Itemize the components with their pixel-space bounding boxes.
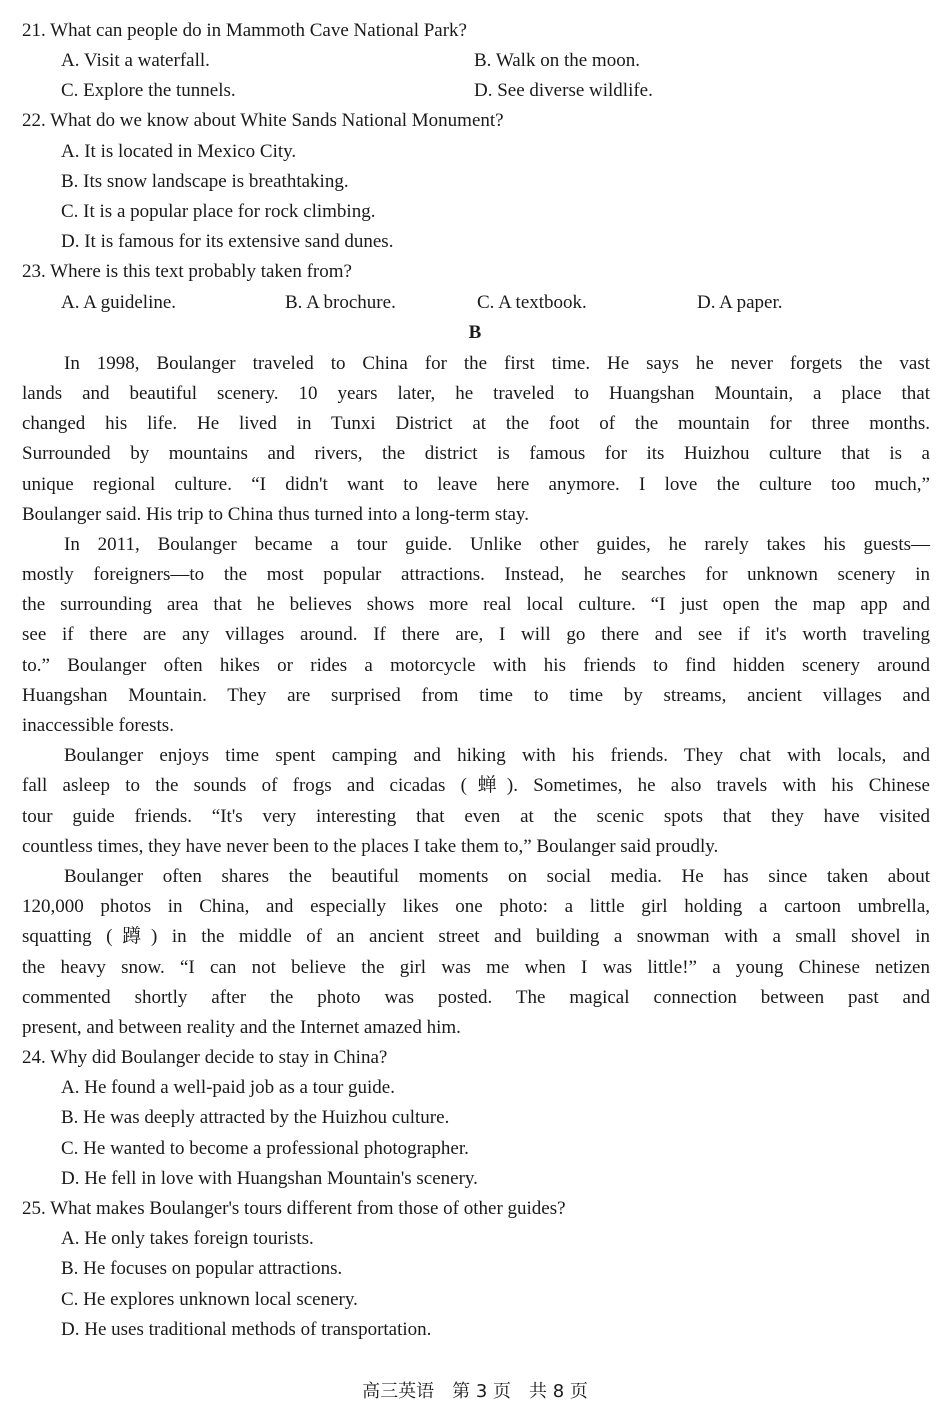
passage-b-p4-line: squatting (蹲) in the middle of an ancient street and building a snowman with a small shovel in [22,926,930,947]
passage-b-p1-line: unique regional culture. “I didn't want to leave here anymore. I love the culture too much,” [22,474,930,495]
question-24-stem: 24. Why did Boulanger decide to stay in China? [22,1047,388,1068]
question-22-option-b: B. Its snow landscape is breathtaking. [61,171,349,192]
passage-b-p3-line: Boulanger enjoys time spent camping and hiking with his friends. They chat with locals, and [64,745,930,766]
passage-b-p2-line: mostly foreigners—to the most popular attractions. Instead, he searches for unknown scenery in [22,564,930,585]
passage-b-p4-line: Boulanger often shares the beautiful moments on social media. He has since taken about [64,866,930,887]
page-footer: 高三英语 第 3 页 共 8 页 [362,1381,588,1402]
question-24-option-a: A. He found a well-paid job as a tour guide. [61,1077,395,1098]
passage-b-p4-line: the heavy snow. “I can not believe the girl was me when I was little!” a young Chinese netizen [22,957,930,978]
question-21-stem: 21. What can people do in Mammoth Cave National Park? [22,20,467,41]
passage-b-p2-line: In 2011, Boulanger became a tour guide. Unlike other guides, he rarely takes his guests— [64,534,930,555]
question-25-option-d: D. He uses traditional methods of transportation. [61,1319,432,1340]
passage-b-p2-line: see if there are any villages around. If there are, I will go there and see if it's worth traveling [22,624,930,645]
question-24-option-b: B. He was deeply attracted by the Huizhou culture. [61,1107,450,1128]
passage-b-p1-line: changed his life. He lived in Tunxi District at the foot of the mountain for three months. [22,413,930,434]
passage-b-p4-line: present, and between reality and the Internet amazed him. [22,1017,461,1038]
question-25-option-c: C. He explores unknown local scenery. [61,1289,358,1310]
question-22-stem: 22. What do we know about White Sands National Monument? [22,110,504,131]
question-25-option-a: A. He only takes foreign tourists. [61,1228,314,1249]
question-21-option-b: B. Walk on the moon. [474,50,640,71]
passage-b-p3-line: fall asleep to the sounds of frogs and cicadas (蝉). Sometimes, he also travels with his Chinese [22,775,930,796]
question-25-stem: 25. What makes Boulanger's tours different from those of other guides? [22,1198,566,1219]
question-23-option-c: C. A textbook. [477,292,587,313]
question-25-option-b: B. He focuses on popular attractions. [61,1258,343,1279]
question-21-option-a: A. Visit a waterfall. [61,50,210,71]
section-b-title: B [468,322,482,343]
passage-b-p1-line: Surrounded by mountains and rivers, the district is famous for its Huizhou culture that is a [22,443,930,464]
passage-b-p1-line: Boulanger said. His trip to China thus turned into a long-term stay. [22,504,529,525]
question-23-option-d: D. A paper. [697,292,783,313]
question-23-option-a: A. A guideline. [61,292,177,313]
passage-b-p1-line: lands and beautiful scenery. 10 years later, he traveled to Huangshan Mountain, a place that [22,383,930,404]
question-21-option-d: D. See diverse wildlife. [474,80,653,101]
question-22-option-d: D. It is famous for its extensive sand dunes. [61,231,394,252]
question-24-option-d: D. He fell in love with Huangshan Mountain's scenery. [61,1168,478,1189]
passage-b-p3-line: tour guide friends. “It's very interesting that even at the scenic spots that they have visited [22,806,930,827]
passage-b-p2-line: Huangshan Mountain. They are surprised from time to time by streams, ancient villages and [22,685,930,706]
passage-b-p4-line: 120,000 photos in China, and especially likes one photo: a little girl holding a cartoon umbrella, [22,896,930,917]
passage-b-p1-line: In 1998, Boulanger traveled to China for the first time. He says he never forgets the vast [64,353,930,374]
passage-b-p2-line: the surrounding area that he believes shows more real local culture. “I just open the map app and [22,594,930,615]
passage-b-p2-line: inaccessible forests. [22,715,174,736]
question-23-option-b: B. A brochure. [285,292,396,313]
passage-b-p2-line: to.” Boulanger often hikes or rides a motorcycle with his friends to find hidden scenery around [22,655,930,676]
passage-b-p4-line: commented shortly after the photo was posted. The magical connection between past and [22,987,930,1008]
question-24-option-c: C. He wanted to become a professional photographer. [61,1138,469,1159]
question-22-option-a: A. It is located in Mexico City. [61,141,297,162]
question-22-option-c: C. It is a popular place for rock climbing. [61,201,376,222]
question-21-option-c: C. Explore the tunnels. [61,80,236,101]
passage-b-p3-line: countless times, they have never been to the places I take them to,” Boulanger said proudly. [22,836,719,857]
question-23-stem: 23. Where is this text probably taken from? [22,261,352,282]
